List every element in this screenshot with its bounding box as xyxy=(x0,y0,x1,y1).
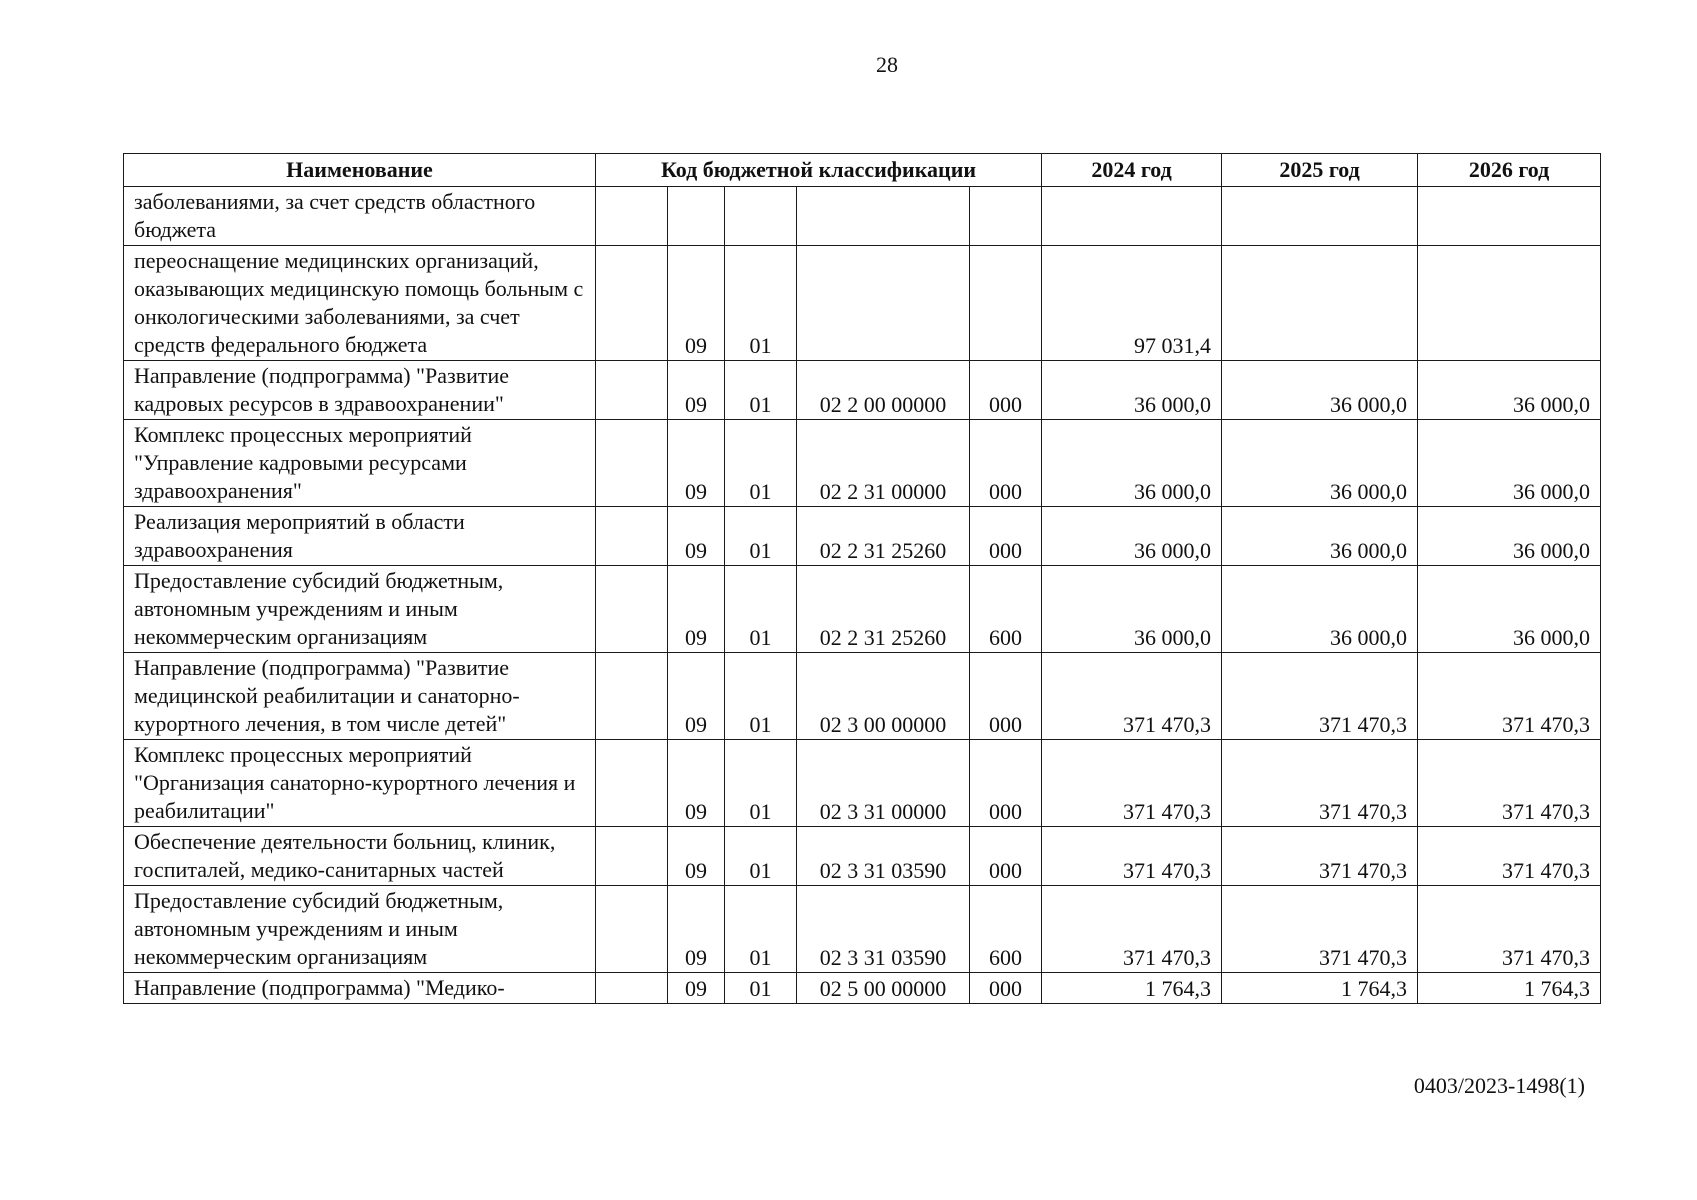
cell-2024: 371 470,3 xyxy=(1042,740,1222,827)
cell-2025: 1 764,3 xyxy=(1222,973,1418,1004)
cell-name: Обеспечение деятельности больниц, клиник, госпиталей, медико-санитарных частей xyxy=(124,827,596,886)
cell-vr: 000 xyxy=(970,653,1042,740)
cell-ved xyxy=(596,653,668,740)
table-row xyxy=(124,827,1601,886)
cell-2025 xyxy=(1222,187,1418,246)
cell-name: Направление (подпрограмма) "Развитие медицинской реабилитации и санаторно-курортного лечения, в том числе детей" xyxy=(124,653,596,740)
cell-ved xyxy=(596,187,668,246)
cell-ved xyxy=(596,886,668,973)
table-body xyxy=(124,187,1601,1004)
cell-csr: 02 3 31 03590 xyxy=(797,827,970,886)
cell-vr xyxy=(970,246,1042,361)
cell-rz xyxy=(668,187,725,246)
cell-rz: 09 xyxy=(668,361,725,420)
cell-2026: 36 000,0 xyxy=(1418,566,1601,653)
table-row xyxy=(124,187,1601,246)
table-row xyxy=(124,246,1601,361)
cell-pr: 01 xyxy=(725,740,797,827)
cell-pr: 01 xyxy=(725,886,797,973)
cell-2025: 36 000,0 xyxy=(1222,507,1418,566)
cell-2025: 371 470,3 xyxy=(1222,886,1418,973)
cell-name: Направление (подпрограмма) "Медико- xyxy=(124,973,596,1004)
table-row xyxy=(124,653,1601,740)
cell-ved xyxy=(596,507,668,566)
cell-pr: 01 xyxy=(725,973,797,1004)
cell-2024 xyxy=(1042,187,1222,246)
cell-ved xyxy=(596,420,668,507)
cell-csr: 02 3 31 03590 xyxy=(797,886,970,973)
cell-name: Комплекс процессных мероприятий "Организация санаторно-курортного лечения и реабилитации" xyxy=(124,740,596,827)
cell-ved xyxy=(596,827,668,886)
cell-vr: 600 xyxy=(970,566,1042,653)
cell-rz: 09 xyxy=(668,886,725,973)
cell-name: Реализация мероприятий в области здравоохранения xyxy=(124,507,596,566)
cell-vr: 000 xyxy=(970,420,1042,507)
cell-vr: 000 xyxy=(970,973,1042,1004)
cell-rz: 09 xyxy=(668,420,725,507)
page-number: 28 xyxy=(876,52,898,77)
cell-name: Предоставление субсидий бюджетным, автономным учреждениям и иным некоммерческим организациям xyxy=(124,886,596,973)
cell-2025: 36 000,0 xyxy=(1222,566,1418,653)
cell-2026: 1 764,3 xyxy=(1418,973,1601,1004)
cell-csr: 02 2 31 00000 xyxy=(797,420,970,507)
cell-ved xyxy=(596,361,668,420)
cell-2026: 36 000,0 xyxy=(1418,420,1601,507)
cell-pr: 01 xyxy=(725,827,797,886)
cell-pr: 01 xyxy=(725,566,797,653)
table-header-row xyxy=(124,154,1601,187)
cell-vr: 000 xyxy=(970,827,1042,886)
table-row xyxy=(124,507,1601,566)
cell-csr xyxy=(797,187,970,246)
header-2024: 2024 год xyxy=(1042,154,1222,187)
cell-vr xyxy=(970,187,1042,246)
cell-2025: 371 470,3 xyxy=(1222,827,1418,886)
header-2026: 2026 год xyxy=(1418,154,1601,187)
cell-ved xyxy=(596,740,668,827)
cell-csr: 02 2 31 25260 xyxy=(797,566,970,653)
cell-pr: 01 xyxy=(725,246,797,361)
cell-2026 xyxy=(1418,246,1601,361)
cell-2024: 36 000,0 xyxy=(1042,507,1222,566)
cell-2024: 97 031,4 xyxy=(1042,246,1222,361)
header-name: Наименование xyxy=(124,154,596,187)
cell-name: Комплекс процессных мероприятий "Управление кадровыми ресурсами здравоохранения" xyxy=(124,420,596,507)
cell-vr: 000 xyxy=(970,740,1042,827)
document-code: 0403/2023-1498(1) xyxy=(1413,1073,1585,1098)
cell-2026: 371 470,3 xyxy=(1418,886,1601,973)
cell-rz: 09 xyxy=(668,973,725,1004)
table-row xyxy=(124,566,1601,653)
cell-2024: 371 470,3 xyxy=(1042,886,1222,973)
cell-2024: 36 000,0 xyxy=(1042,361,1222,420)
cell-2026: 371 470,3 xyxy=(1418,827,1601,886)
cell-name: переоснащение медицинских организаций, оказывающих медицинскую помощь больным с онкологическими заболеваниями, за счет средств федерального бюджета xyxy=(124,246,596,361)
header-2025: 2025 год xyxy=(1222,154,1418,187)
cell-csr: 02 3 00 00000 xyxy=(797,653,970,740)
cell-pr: 01 xyxy=(725,361,797,420)
cell-vr: 600 xyxy=(970,886,1042,973)
cell-2026: 371 470,3 xyxy=(1418,653,1601,740)
cell-2024: 36 000,0 xyxy=(1042,420,1222,507)
cell-csr: 02 3 31 00000 xyxy=(797,740,970,827)
table-row xyxy=(124,740,1601,827)
cell-ved xyxy=(596,566,668,653)
cell-2026: 36 000,0 xyxy=(1418,507,1601,566)
cell-2024: 371 470,3 xyxy=(1042,827,1222,886)
table-row xyxy=(124,886,1601,973)
cell-name: заболеваниями, за счет средств областного бюджета xyxy=(124,187,596,246)
cell-ved xyxy=(596,973,668,1004)
cell-2026: 371 470,3 xyxy=(1418,740,1601,827)
cell-2025: 371 470,3 xyxy=(1222,740,1418,827)
cell-vr: 000 xyxy=(970,507,1042,566)
cell-rz: 09 xyxy=(668,246,725,361)
cell-2025 xyxy=(1222,246,1418,361)
cell-2024: 1 764,3 xyxy=(1042,973,1222,1004)
cell-pr: 01 xyxy=(725,507,797,566)
cell-csr: 02 2 31 25260 xyxy=(797,507,970,566)
cell-2024: 36 000,0 xyxy=(1042,566,1222,653)
table-row xyxy=(124,420,1601,507)
cell-vr: 000 xyxy=(970,361,1042,420)
cell-csr: 02 2 00 00000 xyxy=(797,361,970,420)
table-row xyxy=(124,361,1601,420)
cell-rz: 09 xyxy=(668,653,725,740)
cell-rz: 09 xyxy=(668,507,725,566)
cell-pr: 01 xyxy=(725,420,797,507)
cell-pr xyxy=(725,187,797,246)
cell-2026: 36 000,0 xyxy=(1418,361,1601,420)
cell-rz: 09 xyxy=(668,566,725,653)
cell-2026 xyxy=(1418,187,1601,246)
cell-csr: 02 5 00 00000 xyxy=(797,973,970,1004)
cell-name: Предоставление субсидий бюджетным, автономным учреждениям и иным некоммерческим организациям xyxy=(124,566,596,653)
cell-rz: 09 xyxy=(668,827,725,886)
table-row xyxy=(124,973,1601,1004)
cell-2025: 36 000,0 xyxy=(1222,361,1418,420)
cell-2024: 371 470,3 xyxy=(1042,653,1222,740)
budget-table xyxy=(123,153,1601,1004)
cell-csr xyxy=(797,246,970,361)
cell-rz: 09 xyxy=(668,740,725,827)
cell-2025: 36 000,0 xyxy=(1222,420,1418,507)
cell-pr: 01 xyxy=(725,653,797,740)
cell-2025: 371 470,3 xyxy=(1222,653,1418,740)
cell-name: Направление (подпрограмма) "Развитие кадровых ресурсов в здравоохранении" xyxy=(124,361,596,420)
header-code: Код бюджетной классификации xyxy=(596,154,1042,187)
cell-ved xyxy=(596,246,668,361)
